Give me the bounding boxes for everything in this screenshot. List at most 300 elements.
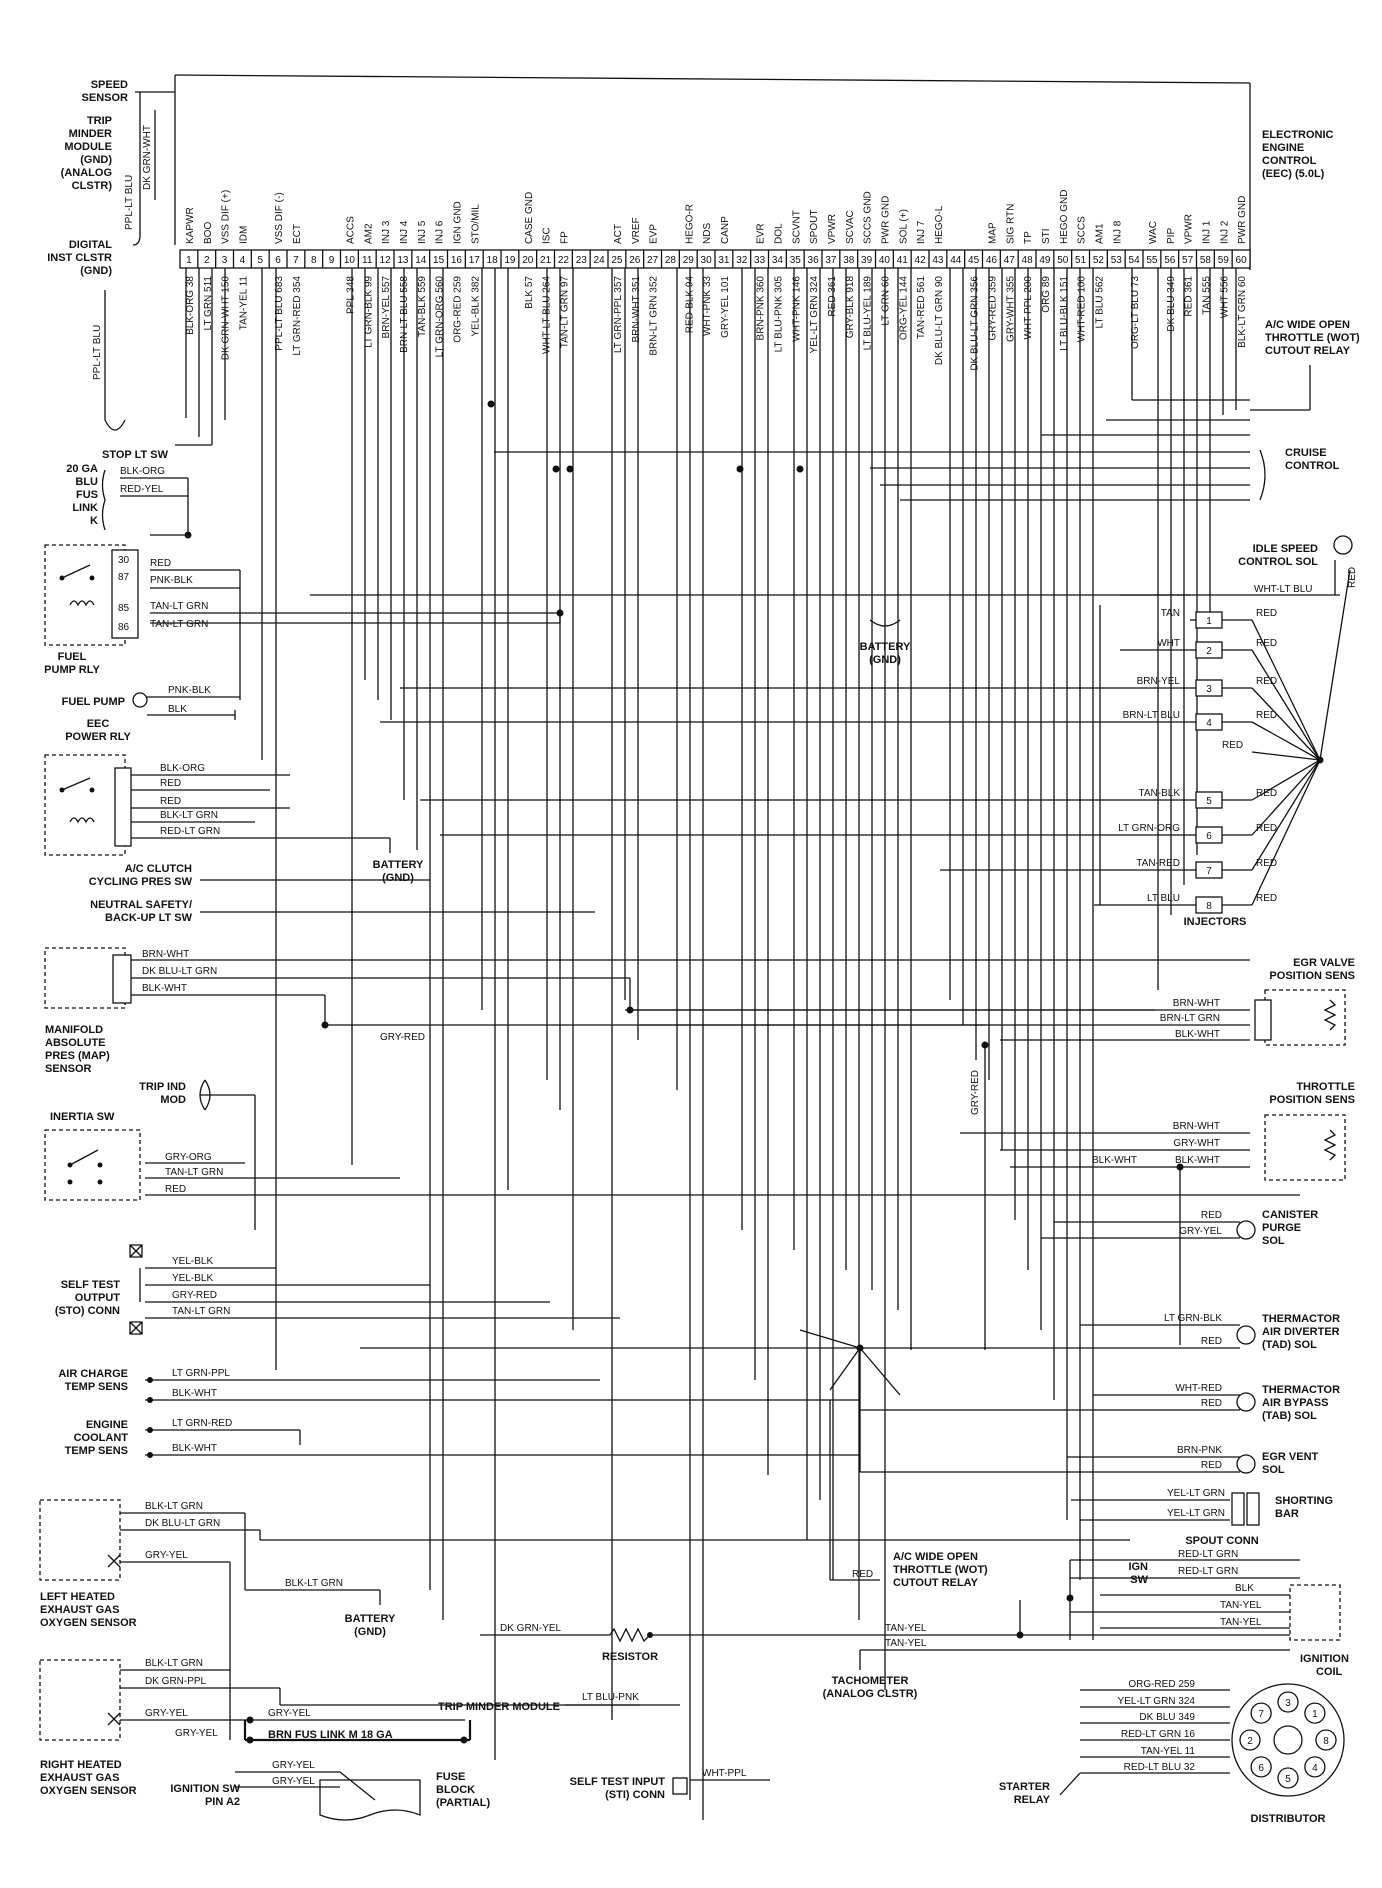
eec-pin-number: 40 [878, 255, 890, 266]
eec-pin-number: 9 [328, 255, 335, 266]
ac-wot-top-label-2: THROTTLE (WOT) [1265, 332, 1360, 344]
throttle-label-2: POSITION SENS [1269, 1094, 1355, 1106]
eec-pin-label: HEGO-L [933, 205, 945, 244]
eec-pin-wire-label: DK BLU 349 [1165, 276, 1177, 332]
trip-minder-label-3: MODULE [64, 141, 112, 153]
injector-in-wire: BRN-LT BLU [1122, 710, 1180, 721]
right-hego-label-1: RIGHT HEATED [40, 1759, 122, 1771]
battery-gnd-2-b: (GND) [354, 1626, 386, 1638]
ignition-coil-label-2: COIL [1316, 1666, 1343, 1678]
spout-conn-label: SPOUT CONN [1185, 1535, 1259, 1547]
air-charge-label-1: AIR CHARGE [58, 1368, 128, 1380]
eec-pin-label: SCCS GND [862, 191, 874, 244]
eec-pin-wire-label: BRN-WHT 351 [630, 276, 642, 343]
map-label-1: MANIFOLD [45, 1024, 104, 1036]
ign-sw-label-2: PIN A2 [204, 1796, 240, 1808]
idle-wire-red: RED [1347, 566, 1358, 588]
dist-wire-3: DK BLU 349 [1139, 1712, 1195, 1723]
battery-gnd-1-a: BATTERY [372, 859, 424, 871]
eec-pin-number: 23 [575, 255, 587, 266]
eec-pin-wire-label: GRY-BLK 918 [844, 276, 856, 339]
ac-clutch-label-2: CYCLING PRES SW [88, 876, 192, 888]
eec-pin-wire-label: BLK 57 [523, 276, 535, 309]
spout-conn-symbol [1232, 1493, 1244, 1525]
lhego-wire-gry-yel: GRY-YEL [145, 1550, 188, 1561]
eec-power-rly-label-2: POWER RLY [65, 731, 131, 743]
eec-pin-label: FP [559, 231, 571, 244]
injector-number: 2 [1206, 646, 1212, 657]
right-hego-label-2: EXHAUST GAS [40, 1772, 120, 1784]
eec-pin-number: 47 [1003, 255, 1015, 266]
eec-pin-wire-label: ORG-YEL 144 [898, 276, 910, 341]
injector-number: 4 [1206, 718, 1212, 729]
inertia-switch-box [45, 1130, 140, 1200]
eec-pin-number: 10 [343, 255, 355, 266]
self-test-label-1: SELF TEST [60, 1279, 120, 1291]
blk-wht-mid: BLK-WHT [1092, 1155, 1137, 1166]
eec-pin-label: VREF [630, 217, 642, 244]
eec-rly-wire-red-1: RED [160, 778, 182, 789]
eec-pin-label: TP [1023, 231, 1035, 244]
eec-pin-wire-label: WHT 556 [1219, 276, 1231, 319]
eec-pin-number: 42 [914, 255, 926, 266]
distributor-pin-number: 6 [1258, 1762, 1264, 1774]
sto-wire-gry-red: GRY-RED [172, 1290, 218, 1301]
coil-wire-red-lt-grn-2: RED-LT GRN [1178, 1566, 1239, 1577]
canister-sol-symbol [1237, 1221, 1255, 1239]
fus-link-m-label: BRN FUS LINK M 18 GA [268, 1729, 393, 1741]
eec-pin-number: 59 [1217, 255, 1229, 266]
eec-title-1: ELECTRONIC [1262, 129, 1334, 141]
top-left-labels [47, 79, 175, 430]
fpr-wire-tan-lt-grn-1: TAN-LT GRN [150, 601, 209, 612]
eec-pin-label: INJ 7 [916, 220, 928, 244]
eec-pin-label: SOL (+) [898, 209, 910, 244]
dist-wire-2: YEL-LT GRN 324 [1117, 1696, 1195, 1707]
injector-out-wire: RED [1256, 710, 1278, 721]
egr-valve-sensor-box [1265, 990, 1345, 1045]
eec-pin-number: 8 [310, 255, 317, 266]
spout-wire-yel-lt-grn-2: YEL-LT GRN [1167, 1508, 1225, 1519]
eec-pin-wire-label: DK BLU-LT GRN 90 [933, 276, 945, 366]
speed-sensor-label-2: SENSOR [81, 92, 128, 104]
inertia-wire-tan-lt-grn: TAN-LT GRN [165, 1167, 224, 1178]
map-label-2: ABSOLUTE [45, 1037, 106, 1049]
trip-minder-label-1: TRIP [86, 115, 112, 127]
fuel-pump-symbol [133, 693, 147, 707]
eec-power-relay-box [45, 755, 125, 855]
eec-pin-label: ECT [291, 224, 303, 244]
eec-pin-number: 43 [932, 255, 944, 266]
egr-vent-sol-symbol [1237, 1455, 1255, 1473]
eec-pin-label: INJ 8 [1112, 220, 1124, 244]
eec-pin-label: HEGO GND [1058, 189, 1070, 244]
eec-pin-wire-label: ORG-RED 259 [452, 276, 464, 343]
sto-wire-yel-blk-1: YEL-BLK [172, 1256, 214, 1267]
tach-wire-tan-yel-2: TAN-YEL [885, 1638, 927, 1649]
eec-pin-wire-label: WHT-LT BLU 264 [541, 276, 553, 354]
eec-pin-wire-label: LT GRN 60 [880, 276, 892, 326]
left-components [40, 449, 491, 1809]
eec-pin-wire-label: TAN-YEL 11 [238, 276, 250, 331]
shorting-bar-label-2: BAR [1275, 1508, 1299, 1520]
eec-pin-wire-label: LT GRN-RED 354 [291, 276, 303, 356]
eec-pin-number: 30 [700, 255, 712, 266]
eec-pin-number: 15 [433, 255, 445, 266]
fus-link-label-1: 20 GA [66, 463, 98, 475]
eec-pin-number: 34 [771, 255, 783, 266]
injector-in-wire: TAN [1160, 608, 1180, 619]
eec-pin-label: VSS DIF (-) [274, 192, 286, 244]
trip-minder-label-4: (GND) [80, 154, 112, 166]
eec-pin-number: 19 [504, 255, 516, 266]
eec-pin-number: 33 [754, 255, 766, 266]
eec-pin-wire-label: BRN-LT GRN 352 [648, 276, 660, 356]
shorting-bar-label-1: SHORTING [1275, 1495, 1334, 1507]
injector-out-wire: RED [1256, 858, 1278, 869]
injector-in-wire: TAN-RED [1136, 858, 1180, 869]
ign-sw-label-1: IGNITION SW [170, 1783, 240, 1795]
tps-wire-gry-wht: GRY-WHT [1173, 1138, 1220, 1149]
eec-pin-number: 29 [682, 255, 694, 266]
eec-pin-number: 18 [486, 255, 498, 266]
eec-pin-wire-label: RED-BLK 94 [684, 276, 696, 334]
trip-minder-label-2: MINDER [68, 128, 112, 140]
eec-pin-number: 54 [1128, 255, 1140, 266]
egr-vent-wire-brn-pnk: BRN-PNK [1176, 1445, 1222, 1456]
neutral-safety-label-1: NEUTRAL SAFETY/ [90, 899, 192, 911]
right-components [438, 319, 1360, 1825]
eec-pin-wire-label: YEL-BLK 382 [470, 276, 482, 337]
battery-gnd-1-b: (GND) [382, 872, 414, 884]
inertia-wire-red: RED [165, 1184, 187, 1195]
injector-in-wire: BRN-YEL [1136, 676, 1180, 687]
coil-wire-blk: BLK [1235, 1583, 1254, 1594]
eec-pin-label: IDM [238, 225, 250, 244]
ac-wot-top-label-3: CUTOUT RELAY [1265, 345, 1350, 357]
injector-number: 1 [1206, 616, 1212, 627]
left-hego-label-1: LEFT HEATED [40, 1591, 115, 1603]
digital-inst-label-2: INST CLSTR [47, 252, 112, 264]
eec-pin-number: 27 [647, 255, 659, 266]
eec-pin-number: 36 [807, 255, 819, 266]
egr-valve-label-2: POSITION SENS [1269, 970, 1355, 982]
coil-wire-red-lt-grn-1: RED-LT GRN [1178, 1549, 1239, 1560]
injector-in-wire: WHT [1157, 638, 1180, 649]
eec-pin-number: 51 [1075, 255, 1087, 266]
eec-pin-wire-label: TAN 555 [1201, 276, 1213, 315]
ac-wot-bottom-label-3: CUTOUT RELAY [893, 1577, 978, 1589]
eec-pin-number: 24 [593, 255, 605, 266]
eec-pin-label: PWR GND [880, 195, 892, 244]
eec-pin-label: INJ 1 [1201, 220, 1213, 244]
distributor-pin-number: 5 [1285, 1774, 1291, 1785]
eec-pin-label: AM1 [1094, 223, 1106, 244]
self-test-label-3: (STO) CONN [54, 1305, 120, 1317]
throttle-sensor-box [1265, 1115, 1345, 1180]
coil-wire-tan-yel-1: TAN-YEL [1220, 1600, 1262, 1611]
eec-pin-number: 50 [1057, 255, 1069, 266]
eec-pin-label: CANP [719, 216, 731, 244]
left-hego-label-2: EXHAUST GAS [40, 1604, 120, 1616]
eec-pin-wire-label: LT GRN-PPL 357 [612, 276, 624, 354]
tab-label-2: AIR BYPASS [1262, 1397, 1329, 1409]
distributor-pin-number: 8 [1323, 1736, 1329, 1747]
tad-label-3: (TAD) SOL [1262, 1339, 1317, 1351]
eec-pin-wire-label: LT BLU-BLK 151 [1058, 276, 1070, 351]
ect-label-2: COOLANT [73, 1432, 128, 1444]
injector-out-wire: RED [1256, 676, 1278, 687]
eec-pin-wire-label: GRY-RED 359 [987, 276, 999, 341]
trip-minder-bottom-label: TRIP MINDER MODULE [437, 1701, 560, 1713]
idle-wire-wht-lt-blu: WHT-LT BLU [1254, 584, 1313, 595]
sti-label-2: (STI) CONN [605, 1789, 665, 1801]
distributor-pin-number: 4 [1312, 1762, 1318, 1774]
speed-sensor-label-1: SPEED [90, 79, 128, 91]
distributor-pin-number: 3 [1285, 1698, 1291, 1709]
eec-pin-label: ACT [612, 224, 624, 244]
act-wire-lt-grn-ppl: LT GRN-PPL [172, 1368, 230, 1379]
tab-wire-red: RED [1200, 1398, 1222, 1409]
eec-pin-wire-label: LT GRN 511 [202, 276, 214, 331]
fpr-pin-30: 30 [118, 555, 130, 566]
eec-pin-number: 53 [1110, 255, 1122, 266]
coil-wire-tan-yel-2: TAN-YEL [1220, 1617, 1262, 1628]
rhego-wire-blk-lt-grn: BLK-LT GRN [145, 1658, 203, 1669]
hego-blk-lt-grn: BLK-LT GRN [285, 1578, 343, 1589]
eec-pin-wire-label: PPL-LT BLU 683 [274, 276, 286, 351]
injector-number: 3 [1206, 684, 1212, 695]
fpr-pin-87: 87 [118, 572, 130, 583]
eec-pin-label: EVP [648, 223, 660, 244]
eec-pin-label: WAC [1147, 221, 1159, 244]
eec-pin-label: VPWR [826, 214, 838, 244]
eec-pin-wire-label: BLK-LT GRN 60 [1237, 276, 1249, 348]
ect-label-1: ENGINE [85, 1419, 128, 1431]
fus-link-label-5: K [90, 515, 98, 527]
injector-number: 8 [1206, 901, 1212, 912]
digital-inst-label-1: DIGITAL [68, 239, 112, 251]
trip-minder-label-5: (ANALOG [60, 167, 112, 179]
rhego-wire-gry-yel-1: GRY-YEL [145, 1708, 188, 1719]
eec-pin-label: DOL [773, 223, 785, 244]
eec-pin-wire-label: BRN-PNK 360 [755, 276, 767, 341]
fuel-pump-label: FUEL PUMP [61, 696, 125, 708]
eec-pin-wire-label: LT BLU-PNK 305 [773, 276, 785, 353]
eec-pin-label: SPOUT [809, 209, 821, 244]
eec-pin-number: 44 [950, 255, 962, 266]
eec-pin-wire-label: BRN-LT BLU 558 [398, 276, 410, 353]
eec-pin-wire-label: PPL 348 [345, 276, 357, 314]
resistor-symbol [610, 1629, 650, 1641]
eec-pin-number: 4 [239, 255, 246, 266]
eec-pin-wire-label: LT BLU 562 [1094, 276, 1106, 329]
map-wire-blk-wht: BLK-WHT [142, 983, 187, 994]
injectors-title: INJECTORS [1183, 916, 1247, 928]
eec-pin-label: SCCS [1076, 216, 1088, 244]
injector-in-wire: LT GRN-ORG [1118, 823, 1180, 834]
fus-red-yel: RED-YEL [120, 484, 164, 495]
eec-pin-wire-label: TAN-RED 561 [916, 276, 928, 340]
trip-ind-label-2: MOD [160, 1094, 186, 1106]
trip-minder-label-6: CLSTR) [71, 180, 112, 192]
throttle-label-1: THROTTLE [1296, 1081, 1355, 1093]
eec-pin-label: CASE GND [523, 191, 535, 244]
egr-wire-blk-wht: BLK-WHT [1175, 1029, 1220, 1040]
eec-pin-number: 20 [522, 255, 534, 266]
injector-in-wire: TAN-BLK [1138, 788, 1180, 799]
eec-pin-label: ACCS [345, 216, 357, 244]
vert-ppl-lt-blu-1: PPL-LT BLU [124, 174, 135, 230]
eec-pin-label: BOO [202, 221, 214, 244]
injector-out-wire: RED [1256, 788, 1278, 799]
eec-pin-label: VPWR [1183, 214, 1195, 244]
eec-pin-wire-label: TAN-LT GRN 97 [559, 276, 571, 349]
eec-pin-number: 12 [379, 255, 391, 266]
tad-label-2: AIR DIVERTER [1262, 1326, 1340, 1338]
eec-pin-label: SCVNT [791, 210, 803, 244]
trip-ind-label-1: TRIP IND [139, 1081, 186, 1093]
eec-pin-label: KAPWR [184, 207, 196, 244]
eec-pin-labels [185, 190, 1248, 244]
fpr-pin-86: 86 [118, 622, 130, 633]
ign-wire-gry-yel-2: GRY-YEL [272, 1776, 315, 1787]
injector-out-wire: RED [1256, 638, 1278, 649]
injector-red-common: RED [1222, 740, 1244, 751]
eec-pin-number: 21 [540, 255, 552, 266]
rhego-wire-dk-grn-ppl: DK GRN-PPL [145, 1676, 207, 1687]
eec-pin-number: 14 [415, 255, 427, 266]
fpr-wire-tan-lt-grn-2: TAN-LT GRN [150, 619, 209, 630]
eec-pin-number: 6 [275, 255, 281, 266]
distributor-pin-number: 7 [1258, 1709, 1264, 1721]
cruise-label-1: CRUISE [1285, 447, 1327, 459]
distributor-pin-number: 1 [1312, 1709, 1318, 1721]
injector-out-wire: RED [1256, 823, 1278, 834]
injector-out-wire: RED [1256, 893, 1278, 904]
tad-label-1: THERMACTOR [1262, 1313, 1341, 1325]
eec-pin-label: NDS [702, 222, 714, 244]
tps-wire-brn-wht: BRN-WHT [1172, 1121, 1220, 1132]
self-test-label-2: OUTPUT [74, 1292, 120, 1304]
map-gry-red: GRY-RED [380, 1032, 426, 1043]
tad-wire-lt-grn-blk: LT GRN-BLK [1164, 1313, 1222, 1324]
ect-wire-lt-grn-red: LT GRN-RED [172, 1418, 233, 1429]
fuel-pump-wire-pnk-blk: PNK-BLK [168, 685, 211, 696]
eec-pin-label: INJ 4 [398, 220, 410, 244]
tab-wire-wht-red: WHT-RED [1175, 1383, 1222, 1394]
fus-blk-org: BLK-ORG [120, 466, 166, 477]
eec-pin-wire-label: RED 361 [1183, 276, 1195, 317]
map-label-3: PRES (MAP) [45, 1050, 110, 1062]
sti-conn-symbol [673, 1778, 687, 1794]
eec-pin-wire-label: GRY-YEL 101 [719, 276, 731, 338]
eec-pin-label: PIP [1165, 227, 1177, 244]
stop-lt-sw-label: STOP LT SW [101, 449, 168, 461]
eec-pin-wire-label: RED 361 [826, 276, 838, 317]
ac-clutch-label-1: A/C CLUTCH [124, 863, 192, 875]
ac-wot-red: RED [852, 1569, 874, 1580]
eec-pin-number: 3 [221, 255, 228, 266]
ign-wire-gry-yel-1: GRY-YEL [272, 1760, 315, 1771]
eec-pin-number: 13 [397, 255, 409, 266]
starter-relay-label-1: STARTER [998, 1781, 1050, 1793]
eec-pin-wire-label: WHT-PPL 200 [1023, 276, 1035, 340]
eec-pin-wire-label: DK BLU-LT GRN 356 [969, 276, 981, 371]
eec-rly-wire-red-2: RED [160, 796, 182, 807]
map-wire-dk-blu-lt-grn: DK BLU-LT GRN [142, 966, 218, 977]
eec-pin-label: HEGO-R [684, 204, 696, 244]
right-hego-label-3: OXYGEN SENSOR [40, 1785, 137, 1797]
dist-wire-5: TAN-YEL 11 [1140, 1746, 1195, 1757]
left-hego-box [40, 1500, 120, 1580]
distributor-pin-number: 2 [1247, 1736, 1253, 1747]
dist-wire-1: ORG-RED 259 [1128, 1679, 1195, 1690]
sti-wire-wht-ppl: WHT-PPL [702, 1768, 747, 1779]
tad-sol-symbol [1237, 1326, 1255, 1344]
eec-pin-label: MAP [987, 222, 999, 244]
ign-sw-r-label-2: SW [1130, 1574, 1148, 1586]
distributor-label: DISTRIBUTOR [1250, 1813, 1326, 1825]
eec-pin-label: AM2 [363, 223, 375, 244]
eec-pin-number: 45 [968, 255, 980, 266]
eec-pin-number: 7 [293, 255, 299, 266]
ac-wot-bottom-label-1: A/C WIDE OPEN [893, 1551, 978, 1563]
eec-rly-wire-blk-lt-grn: BLK-LT GRN [160, 810, 218, 821]
left-hego-label-3: OXYGEN SENSOR [40, 1617, 137, 1629]
idle-speed-sol-symbol [1334, 536, 1352, 554]
eec-pin-wire-label: TAN-BLK 559 [416, 276, 428, 337]
battery-gnd-2-a: BATTERY [344, 1613, 396, 1625]
eec-pin-number: 16 [450, 255, 462, 266]
cruise-label-2: CONTROL [1285, 460, 1340, 472]
tab-sol-symbol [1237, 1393, 1255, 1411]
fpr-wire-pnk-blk: PNK-BLK [150, 575, 193, 586]
eec-title-2: ENGINE [1262, 142, 1305, 154]
dist-wire-4: RED-LT GRN 16 [1120, 1729, 1195, 1740]
eec-pin-number: 55 [1146, 255, 1158, 266]
neutral-safety-label-2: BACK-UP LT SW [105, 912, 192, 924]
tab-label-3: (TAB) SOL [1262, 1410, 1317, 1422]
egr-wire-brn-lt-grn: BRN-LT GRN [1159, 1013, 1220, 1024]
eec-pin-number: 1 [186, 255, 192, 266]
tps-wire-blk-wht: BLK-WHT [1175, 1155, 1220, 1166]
eec-pin-wire-label: LT GRN-ORG 560 [434, 276, 446, 358]
eec-pin-label: SCVAC [844, 210, 856, 244]
battery-gnd-right-a: BATTERY [859, 641, 911, 653]
fuse-block-label-2: BLOCK [436, 1784, 476, 1796]
map-label-4: SENSOR [45, 1063, 92, 1075]
resistor-label: RESISTOR [601, 1651, 659, 1663]
tachometer-label-1: TACHOMETER [831, 1675, 909, 1687]
fpr-pin-85: 85 [118, 603, 130, 614]
map-wire-brn-wht: BRN-WHT [142, 949, 190, 960]
eec-pin-wire-label: DK GRN-WHT 150 [220, 276, 232, 361]
digital-inst-label-3: (GND) [80, 265, 112, 277]
eec-pin-number: 37 [825, 255, 837, 266]
egr-wire-brn-wht: BRN-WHT [1172, 998, 1220, 1009]
eec-pin-label: SIG RTN [1005, 203, 1017, 244]
injector-number: 5 [1206, 796, 1212, 807]
fus-link-label-4: LINK [72, 502, 98, 514]
eec-pin-number: 26 [629, 255, 641, 266]
eec-pin-number: 11 [362, 255, 373, 266]
eec-pin-label: IGN GND [452, 201, 464, 244]
eec-pin-wire-label: WHT-PNK 146 [791, 276, 803, 342]
eec-pin-number: 32 [736, 255, 748, 266]
right-hego-box [40, 1660, 120, 1740]
eec-pin-number: 49 [1039, 255, 1051, 266]
